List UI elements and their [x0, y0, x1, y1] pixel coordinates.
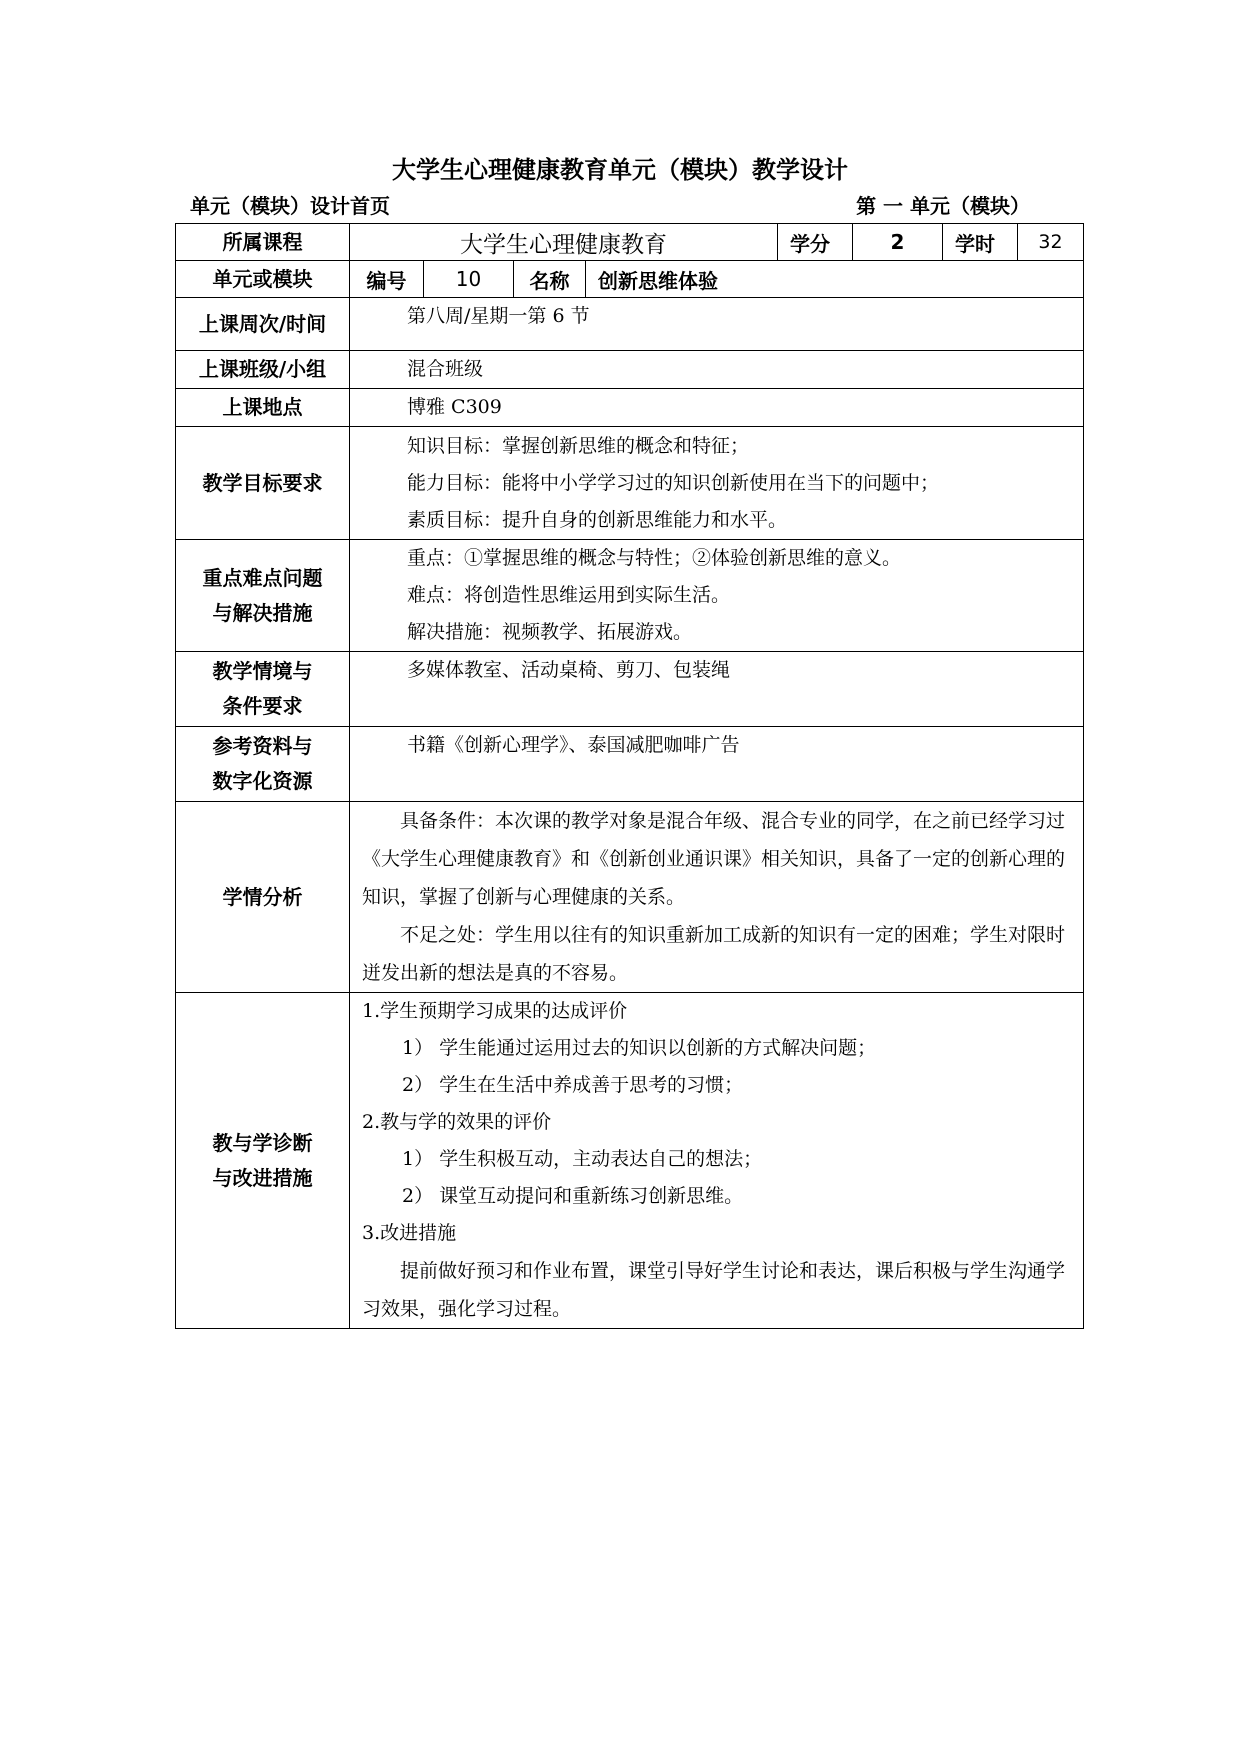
analysis-weaknesses: 不足之处：学生用以往有的知识重新加工成新的知识有一定的困难；学生对限时迸发出新的想法是真的不容易。	[362, 924, 1066, 984]
references-label: 参考资料与 数字化资源	[176, 727, 350, 802]
class-label: 上课班级/小组	[176, 351, 350, 389]
time-value: 第八周/星期一第 6 节	[350, 298, 1084, 351]
diagnosis-item: 1） 学生积极互动，主动表达自己的想法；	[402, 1148, 763, 1170]
class-row	[176, 351, 1084, 389]
diagnosis-heading-3: 3.改进措施	[362, 1222, 457, 1244]
references-row	[176, 727, 1084, 802]
class-value: 混合班级	[350, 351, 1084, 389]
objectives-label: 教学目标要求	[176, 427, 350, 540]
objectives-value	[350, 427, 1084, 540]
analysis-row	[176, 802, 1084, 993]
diagnosis-heading-2: 2.教与学的效果的评价	[362, 1111, 552, 1133]
hours-label: 学时	[943, 224, 1018, 261]
analysis-value	[350, 802, 1084, 993]
unit-name-label: 名称	[514, 261, 586, 298]
context-row	[176, 652, 1084, 727]
key-point-difficulty: 难点：将创造性思维运用到实际生活。	[407, 584, 731, 606]
key-point-solution: 解决措施：视频教学、拓展游戏。	[407, 621, 693, 643]
location-label: 上课地点	[176, 389, 350, 427]
key-points-label: 重点难点问题 与解决措施	[176, 540, 350, 652]
objective-quality: 素质目标：提升自身的创新思维能力和水平。	[407, 508, 788, 531]
unit-number-label: 编号	[350, 261, 424, 298]
context-label: 教学情境与 条件要求	[176, 652, 350, 727]
hours-value: 32	[1018, 224, 1084, 261]
course-label: 所属课程	[176, 224, 350, 261]
course-row	[176, 224, 1084, 261]
document-title: 大学生心理健康教育单元（模块）教学设计	[392, 156, 848, 184]
design-table	[175, 223, 1084, 1329]
unit-row	[176, 261, 1084, 298]
diagnosis-item: 1） 学生能通过运用过去的知识以创新的方式解决问题；	[402, 1037, 877, 1059]
subheader-left: 单元（模块）设计首页	[190, 194, 390, 218]
diagnosis-heading-1: 1.学生预期学习成果的达成评价	[362, 1000, 628, 1022]
credit-label: 学分	[778, 224, 853, 261]
references-value: 书籍《创新心理学》、泰国减肥咖啡广告	[350, 727, 1084, 802]
key-points-value	[350, 540, 1084, 652]
credit-value: 2	[853, 224, 943, 261]
unit-number-value: 10	[424, 261, 514, 298]
diagnosis-label: 教与学诊断 与改进措施	[176, 993, 350, 1329]
location-value: 博雅 C309	[350, 389, 1084, 427]
objective-ability: 能力目标：能将中小学学习过的知识创新使用在当下的问题中；	[407, 471, 940, 494]
diagnosis-item: 2） 学生在生活中养成善于思考的习惯；	[402, 1074, 744, 1096]
key-points-row	[176, 540, 1084, 652]
course-value: 大学生心理健康教育	[350, 224, 778, 261]
objective-knowledge: 知识目标：掌握创新思维的概念和特征；	[407, 434, 750, 457]
time-label: 上课周次/时间	[176, 298, 350, 351]
key-point-focus: 重点：①掌握思维的概念与特性；②体验创新思维的意义。	[407, 547, 902, 569]
subheader-right: 第 一 单元（模块）	[856, 194, 1030, 218]
objectives-row	[176, 427, 1084, 540]
diagnosis-row	[176, 993, 1084, 1329]
diagnosis-item: 2） 课堂互动提问和重新练习创新思维。	[402, 1185, 744, 1207]
context-value: 多媒体教室、活动桌椅、剪刀、包装绳	[350, 652, 1084, 727]
diagnosis-value	[350, 993, 1084, 1329]
time-row	[176, 298, 1084, 351]
analysis-label: 学情分析	[176, 802, 350, 993]
analysis-strengths: 具备条件：本次课的教学对象是混合年级、混合专业的同学，在之前已经学习过《大学生心理健康教育》和《创新创业通识课》相关知识，具备了一定的创新心理的知识，掌握了创新与心理健康的关系。	[362, 810, 1066, 908]
diagnosis-improvement: 提前做好预习和作业布置，课堂引导好学生讨论和表达，课后积极与学生沟通学习效果，强化学习过程。	[362, 1260, 1066, 1320]
unit-label: 单元或模块	[176, 261, 350, 298]
unit-name-value: 创新思维体验	[586, 261, 1084, 298]
location-row	[176, 389, 1084, 427]
